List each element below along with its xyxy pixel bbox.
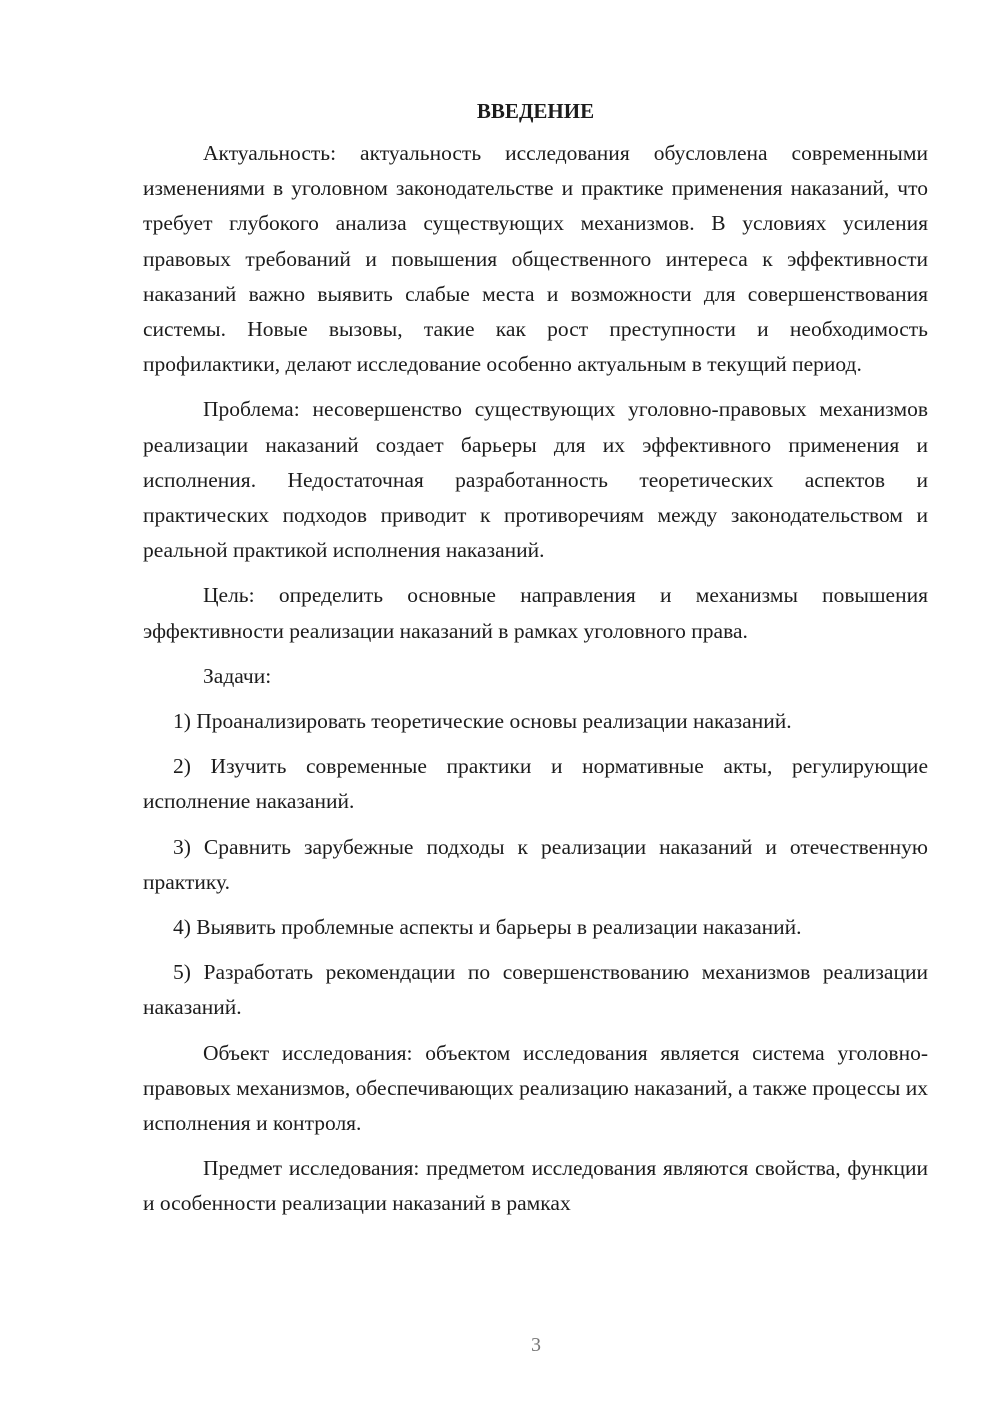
task-item: 3) Сравнить зарубежные подходы к реализации наказаний и отечественную практику. xyxy=(143,834,928,894)
page-number: 3 xyxy=(531,1334,541,1356)
task-item: 2) Изучить современные практики и нормативные акты, регулирующие исполнение наказаний. xyxy=(143,754,928,814)
goal-paragraph: Цель: определить основные направления и механизмы повышения эффективности реализации наказаний в рамках уголовного права. xyxy=(143,583,928,643)
task-item: 4) Выявить проблемные аспекты и барьеры в реализации наказаний. xyxy=(173,915,802,940)
tasks-heading: Задачи: xyxy=(203,663,272,688)
task-item: 1) Проанализировать теоретические основы реализации наказаний. xyxy=(173,709,792,734)
object-paragraph: Объект исследования: объектом исследования является система уголовно-правовых механизмов, обеспечивающих реализацию наказаний, а также процессы их исполнения и контроля. xyxy=(143,1040,928,1136)
section-title: ВВЕДЕНИЕ xyxy=(476,99,595,123)
page-content xyxy=(143,96,928,1232)
task-item: 5) Разработать рекомендации по совершенствованию механизмов реализации наказаний. xyxy=(143,960,928,1020)
relevance-paragraph: Актуальность: актуальность исследования обусловлена современными изменениями в уголовном законодательстве и практике применения наказаний, что требует глубокого анализа существующих механизмов. В условиях усиления правовых требований и повышения общественного интереса к эффективности наказаний важно выявить слабые места и возможности для совершенствования системы. Новые вызовы, такие как рост преступности и необходимость профилактики, делают исследование особенно актуальным в текущий период. xyxy=(143,141,928,377)
subject-paragraph: Предмет исследования: предметом исследования являются свойства, функции и особенности реализации наказаний в рамках xyxy=(143,1156,928,1216)
problem-paragraph: Проблема: несовершенство существующих уголовно-правовых механизмов реализации наказаний создает барьеры для их эффективного применения и исполнения. Недостаточная разработанность теоретических аспектов и практических подходов приводит к противоречиям между законодательством и реальной практикой исполнения наказаний. xyxy=(143,397,928,563)
